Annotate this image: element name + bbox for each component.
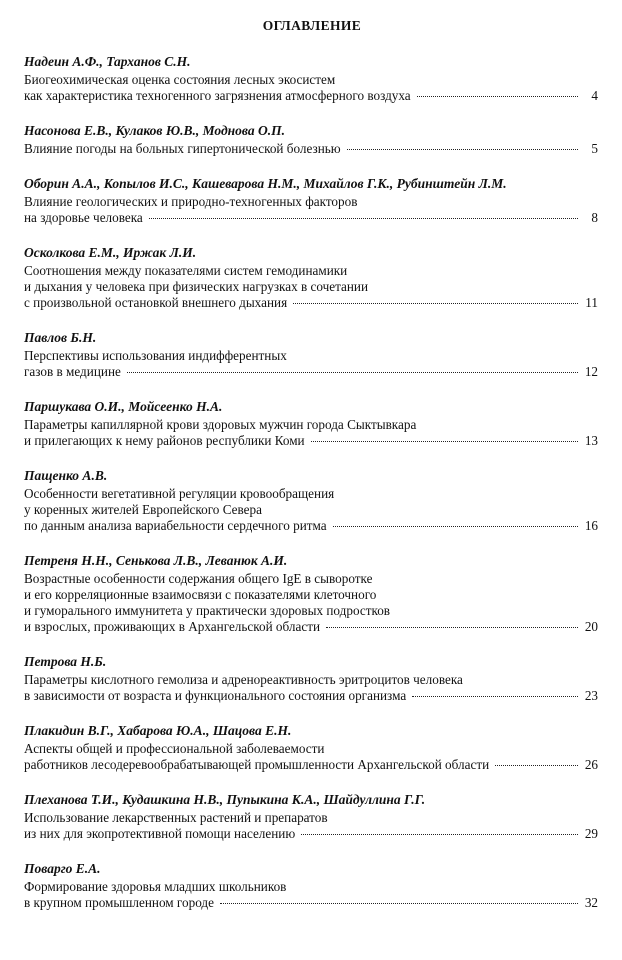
toc-entry-title-line bbox=[24, 433, 600, 449]
toc-entry-title-text: как характеристика техногенного загрязнения атмосферного воздуха bbox=[24, 88, 411, 103]
toc-entry-title-line bbox=[24, 619, 600, 635]
toc-entry-title-line: Перспективы использования индифферентных bbox=[24, 348, 287, 363]
dot-leader bbox=[333, 526, 578, 527]
toc-entry-page-number: 26 bbox=[584, 757, 598, 772]
toc-entry-page-number: 8 bbox=[591, 210, 598, 225]
toc-entry-page-number: 5 bbox=[591, 141, 598, 156]
toc-entry-title-line: Соотношения между показателями систем гемодинамики bbox=[24, 263, 348, 278]
toc-entry-authors: Оборин А.А., Копылов И.С., Кашеварова Н.М., Михайлов Г.К., Рубинштейн Л.М. bbox=[24, 176, 507, 191]
toc-entry-title-line bbox=[24, 826, 600, 842]
toc-list bbox=[24, 54, 600, 911]
toc-entry[interactable] bbox=[24, 245, 600, 311]
toc-entry-title-line bbox=[24, 688, 600, 704]
toc-entry-title-line: Параметры капиллярной крови здоровых мужчин города Сыктывкара bbox=[24, 417, 417, 432]
toc-entry-title-line: и дыхания у человека при физических нагрузках в сочетании bbox=[24, 279, 369, 294]
toc-entry-page-number: 29 bbox=[584, 826, 598, 841]
toc-entry[interactable] bbox=[24, 468, 600, 534]
toc-entry-page-number: 11 bbox=[585, 295, 598, 310]
toc-entry-title-text: по данным анализа вариабельности сердечного ритма bbox=[24, 518, 327, 533]
toc-entry-title-line: Формирование здоровья младших школьников bbox=[24, 879, 287, 894]
toc-entry-page-number: 4 bbox=[591, 88, 598, 103]
toc-entry[interactable] bbox=[24, 54, 600, 104]
toc-entry-title-line: Возрастные особенности содержания общего IgE в сыворотке bbox=[24, 571, 373, 586]
toc-entry-authors: Петреня Н.Н., Сенькова Л.В., Леванюк А.И. bbox=[24, 553, 288, 568]
dot-leader bbox=[149, 218, 578, 219]
toc-entry-title-text: в зависимости от возраста и функционального состояния организма bbox=[24, 688, 407, 703]
toc-entry-title-line bbox=[24, 518, 600, 534]
toc-entry-title-line bbox=[24, 757, 600, 773]
toc-entry-authors: Поварго Е.А. bbox=[24, 861, 101, 876]
toc-entry-title-line: Параметры кислотного гемолиза и адренореактивность эритроцитов человека bbox=[24, 672, 463, 687]
toc-title: ОГЛАВЛЕНИЕ bbox=[262, 18, 362, 33]
toc-entry-title-line bbox=[24, 141, 600, 157]
dot-leader bbox=[495, 765, 578, 766]
toc-entry-title-line bbox=[24, 88, 600, 104]
toc-entry-title-text: газов в медицине bbox=[24, 364, 121, 379]
toc-entry-authors: Павлов Б.Н. bbox=[24, 330, 97, 345]
toc-entry[interactable] bbox=[24, 723, 600, 773]
toc-entry-authors: Плеханова Т.И., Кудашкина Н.В., Пупыкина К.А., Шайдуллина Г.Г. bbox=[24, 792, 426, 807]
toc-entry-title-text: в крупном промышленном городе bbox=[24, 895, 214, 910]
toc-entry-title-line bbox=[24, 210, 600, 226]
toc-entry-title-line bbox=[24, 364, 600, 380]
toc-entry-title-line: и гуморального иммунитета у практически здоровых подростков bbox=[24, 603, 391, 618]
toc-entry-title-line: Биогеохимическая оценка состояния лесных экосистем bbox=[24, 72, 336, 87]
dot-leader bbox=[311, 441, 578, 442]
toc-entry-authors: Насонова Е.В., Кулаков Ю.В., Моднова О.П. bbox=[24, 123, 285, 138]
toc-entry-title-line: Особенности вегетативной регуляции кровообращения bbox=[24, 486, 335, 501]
toc-entry[interactable] bbox=[24, 553, 600, 635]
toc-entry-title-text: на здоровье человека bbox=[24, 210, 143, 225]
dot-leader bbox=[347, 149, 578, 150]
toc-entry-page-number: 16 bbox=[584, 518, 598, 533]
dot-leader bbox=[326, 627, 578, 628]
toc-entry-title-line: и его корреляционные взаимосвязи с показателями клеточного bbox=[24, 587, 377, 602]
dot-leader bbox=[417, 96, 578, 97]
toc-entry-title-line: Использование лекарственных растений и препаратов bbox=[24, 810, 328, 825]
toc-entry-title-text: работников лесодеревообрабатывающей промышленности Архангельской области bbox=[24, 757, 490, 772]
toc-entry-title-text: Влияние погоды на больных гипертонической болезнью bbox=[24, 141, 341, 156]
toc-entry-title-text: с произвольной остановкой внешнего дыхания bbox=[24, 295, 288, 310]
toc-entry-title-text: и взрослых, проживающих в Архангельской области bbox=[24, 619, 321, 634]
toc-entry[interactable] bbox=[24, 123, 600, 157]
toc-entry-title-line: у коренных жителей Европейского Севера bbox=[24, 502, 262, 517]
toc-entry[interactable] bbox=[24, 399, 600, 449]
dot-leader bbox=[301, 834, 578, 835]
toc-entry-title-line: Аспекты общей и профессиональной заболеваемости bbox=[24, 741, 325, 756]
toc-entry-page-number: 23 bbox=[584, 688, 598, 703]
dot-leader bbox=[127, 372, 578, 373]
toc-entry-title-line bbox=[24, 895, 600, 911]
toc-entry-authors: Осколкова Е.М., Иржак Л.И. bbox=[24, 245, 197, 260]
toc-entry[interactable] bbox=[24, 330, 600, 380]
toc-entry-title-line bbox=[24, 295, 600, 311]
dot-leader bbox=[220, 903, 578, 904]
toc-entry[interactable] bbox=[24, 861, 600, 911]
toc-entry-page-number: 12 bbox=[584, 364, 598, 379]
toc-entry-authors: Петрова Н.Б. bbox=[24, 654, 107, 669]
toc-entry[interactable] bbox=[24, 176, 600, 226]
toc-entry-page-number: 13 bbox=[584, 433, 598, 448]
toc-entry-title-line: Влияние геологических и природно-техногенных факторов bbox=[24, 194, 358, 209]
toc-entry-title-text: из них для экопротективной помощи населению bbox=[24, 826, 296, 841]
toc-entry-authors: Плакидин В.Г., Хабарова Ю.А., Шацова Е.Н. bbox=[24, 723, 292, 738]
toc-entry-page-number: 20 bbox=[584, 619, 598, 634]
toc-entry-authors: Надеин А.Ф., Тарханов С.Н. bbox=[24, 54, 191, 69]
toc-entry-authors: Пащенко А.В. bbox=[24, 468, 108, 483]
toc-entry-title-text: и прилегающих к нему районов республики Коми bbox=[24, 433, 305, 448]
dot-leader bbox=[293, 303, 578, 304]
toc-entry[interactable] bbox=[24, 654, 600, 704]
dot-leader bbox=[412, 696, 578, 697]
toc-entry-page-number: 32 bbox=[584, 895, 598, 910]
toc-entry[interactable] bbox=[24, 792, 600, 842]
toc-entry-authors: Паршукава О.И., Мойсеенко Н.А. bbox=[24, 399, 223, 414]
